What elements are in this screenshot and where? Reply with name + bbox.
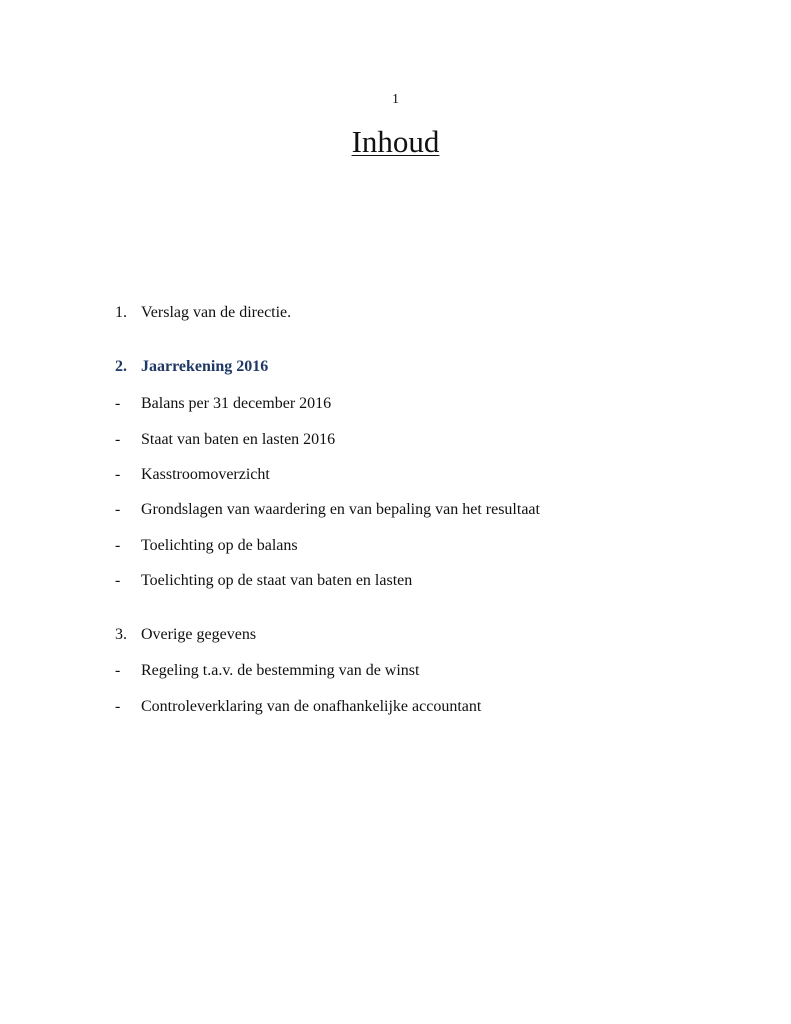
toc-item-marker: - bbox=[115, 431, 121, 448]
toc-item-label: Toelichting op de balans bbox=[141, 537, 298, 554]
toc-item-label: Staat van baten en lasten 2016 bbox=[141, 431, 336, 448]
toc-item bbox=[115, 571, 412, 591]
toc-section-marker: 1. bbox=[115, 304, 127, 321]
toc-item bbox=[115, 500, 540, 520]
toc-item-marker: - bbox=[115, 572, 121, 589]
toc-section-label: Jaarrekening 2016 bbox=[141, 358, 269, 375]
toc-item bbox=[115, 661, 419, 681]
toc-item-marker: - bbox=[115, 395, 121, 412]
toc-section-3 bbox=[115, 625, 256, 645]
toc-item-marker: - bbox=[115, 698, 121, 715]
toc-item-label: Grondslagen van waardering en van bepaling van het resultaat bbox=[141, 501, 540, 518]
toc-section-label: Overige gegevens bbox=[141, 626, 257, 643]
toc-item-label: Controleverklaring van de onafhankelijke accountant bbox=[141, 698, 482, 715]
toc-item bbox=[115, 394, 331, 414]
toc-section-marker: 3. bbox=[115, 626, 127, 643]
toc-item bbox=[115, 465, 270, 485]
page-title: Inhoud bbox=[351, 124, 440, 159]
toc-item-label: Regeling t.a.v. de bestemming van de winst bbox=[141, 662, 420, 679]
toc-item bbox=[115, 430, 335, 450]
toc-item-marker: - bbox=[115, 466, 121, 483]
toc-section-2 bbox=[115, 357, 268, 377]
toc-section-label: Verslag van de directie. bbox=[141, 304, 292, 321]
toc-item-label: Balans per 31 december 2016 bbox=[141, 395, 332, 412]
toc-item bbox=[115, 536, 298, 556]
toc-section-marker: 2. bbox=[115, 358, 127, 375]
toc-item-marker: - bbox=[115, 537, 121, 554]
toc-item-label: Kasstroomoverzicht bbox=[141, 466, 270, 483]
toc-item-marker: - bbox=[115, 662, 121, 679]
toc-item bbox=[115, 697, 481, 717]
toc-item-label: Toelichting op de staat van baten en lasten bbox=[141, 572, 413, 589]
toc-item-marker: - bbox=[115, 501, 121, 518]
toc-section-1 bbox=[115, 303, 291, 323]
page-number: 1 bbox=[392, 92, 399, 107]
